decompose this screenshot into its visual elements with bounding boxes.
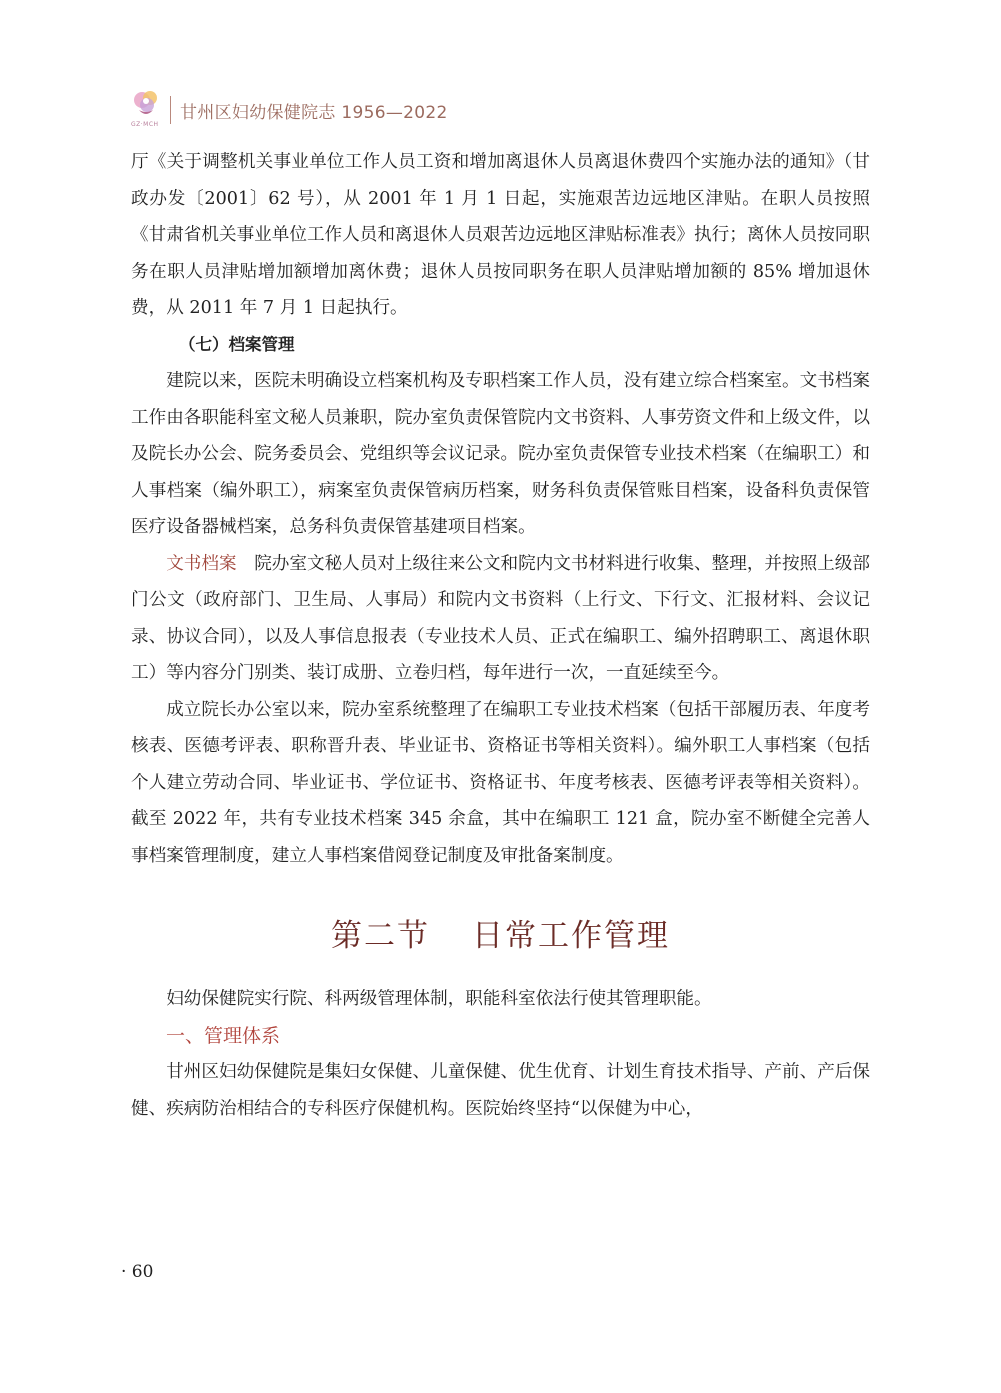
runin-heading: 文书档案 (166, 553, 237, 574)
subheading-archives: （七）档案管理 (179, 334, 295, 354)
section-title (131, 910, 870, 955)
page-header (131, 88, 448, 132)
page-number: · 60 (121, 1262, 154, 1282)
page-body (131, 144, 870, 1127)
paragraph-document-archives (131, 546, 870, 692)
paragraph-archives-overview: 建院以来，医院未明确设立档案机构及专职档案工作人员，没有建立综合档案室。文书档案工作由各职能科室文秘人员兼职，院办室负责保管院内文书资料、人事劳资文件和上级文件，以及院长办公会、院务委员会、党组织等会议记录。院办室负责保管专业技术档案（在编职工）和人事档案（编外职工），病案室负责保管病历档案，财务科负责保管账目档案，设备科负责保管医疗设备器械档案，总务科负责保管基建项目档案。 (131, 371, 870, 537)
paragraph-personnel-archives: 成立院长办公室以来，院办室系统整理了在编职工专业技术档案（包括干部履历表、年度考核表、医德考评表、职称晋升表、毕业证书、资格证书等相关资料）。编外职工人事档案（包括个人建立劳动合同、毕业证书、学位证书、资格证书、年度考核表、医德考评表等相关资料）。截至 2022 年，共有专业技术档案 345 余盒，其中在编职工 121 盒，院办室不断健全完善人事档案管理制度，建立人事档案借阅登记制度及审批备案制度。 (131, 699, 870, 866)
heading-management-system: 一、管理体系 (166, 1024, 281, 1047)
header-divider (170, 96, 171, 124)
paragraph-section-intro: 妇幼保健院实行院、科两级管理体制，职能科室依法行使其管理职能。 (166, 989, 712, 1009)
section-name: 日常工作管理 (472, 918, 670, 954)
hospital-logo (131, 88, 161, 132)
running-header-title: 甘州区妇幼保健院志 1956—2022 (180, 102, 448, 123)
heart-logo-icon (131, 88, 161, 120)
paragraph-document-archives-text: 院办室文秘人员对上级往来公文和院内文书材料进行收集、整理，并按照上级部门公文（政府部门、卫生局、人事局）和院内文书资料（上行文、下行文、汇报材料、会议记录、协议合同），以及人事信息报表（专业技术人员、正式在编职工、编外招聘职工、离退休职工）等内容分门别类、装订成册、立卷归档，每年进行一次，一直延续至今。 (131, 553, 870, 683)
paragraph-continued: 厅《关于调整机关事业单位工作人员工资和增加离退休人员离退休费四个实施办法的通知》（甘政办发〔2001〕62 号），从 2001 年 1 月 1 日起，实施艰苦边远地区津贴。在职人员按照《甘肃省机关事业单位工作人员和离退休人员艰苦边远地区津贴标准表》执行；离休人员按同职务在职人员津贴增加额增加离休费；退休人员按同职务在职人员津贴增加额的 85% 增加退休费，从 2011 年 7 月 1 日起执行。 (131, 152, 870, 318)
section-number: 第二节 (331, 918, 430, 954)
paragraph-management-system: 甘州区妇幼保健院是集妇女保健、儿童保健、优生优育、计划生育技术指导、产前、产后保健、疾病防治相结合的专科医疗保健机构。医院始终坚持“以保健为中心， (131, 1062, 870, 1119)
logo-caption: GZ·MCH (131, 121, 159, 128)
